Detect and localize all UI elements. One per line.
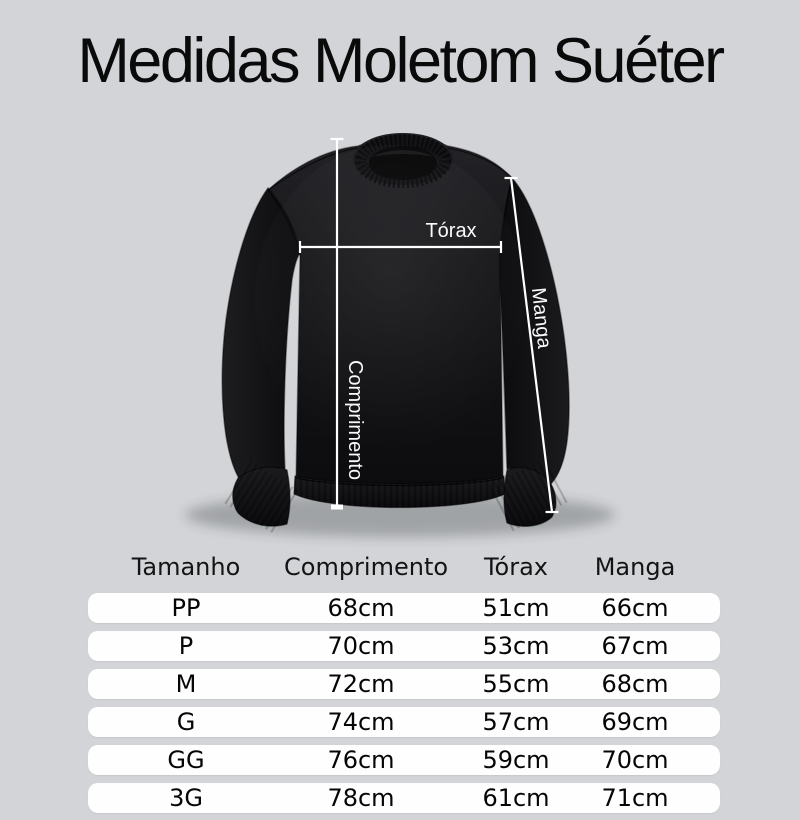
cell-torax: 59cm [482, 746, 550, 775]
size-table-rows [88, 593, 720, 813]
cell-torax: 53cm [482, 631, 550, 660]
cell-manga: 71cm [601, 784, 669, 813]
chest-measure-label: Tórax [425, 220, 477, 242]
table-row [88, 745, 720, 775]
cell-torax: 55cm [482, 669, 550, 698]
cell-size: 3G [169, 784, 203, 813]
length-measure-label: Comprimento [344, 359, 366, 481]
page-title: Medidas Moletom Suéter [77, 26, 723, 96]
column-header-comprimento: Comprimento [284, 552, 449, 581]
cell-comprimento: 78cm [327, 784, 395, 813]
cell-size: GG [167, 746, 205, 775]
size-table [88, 548, 720, 813]
cell-size: G [176, 708, 196, 737]
column-header-manga: Manga [594, 552, 676, 581]
cell-size: M [175, 669, 197, 698]
column-header-torax: Tórax [483, 552, 549, 581]
cell-size: PP [171, 593, 201, 622]
cell-manga: 66cm [601, 593, 669, 622]
cell-size: P [178, 631, 194, 660]
cell-manga: 68cm [601, 669, 669, 698]
size-table-header [88, 548, 720, 585]
table-row [88, 783, 720, 813]
chest-highlight [255, 145, 525, 455]
cell-manga: 70cm [601, 746, 669, 775]
cell-comprimento: 70cm [327, 631, 395, 660]
sleeve-measure-label: Manga [526, 286, 556, 350]
cell-torax: 57cm [482, 708, 550, 737]
cell-comprimento: 74cm [327, 708, 395, 737]
cell-torax: 61cm [482, 784, 550, 813]
cell-comprimento: 68cm [327, 593, 395, 622]
column-header-tamanho: Tamanho [131, 552, 241, 581]
table-row [88, 707, 720, 737]
cell-comprimento: 76cm [327, 746, 395, 775]
table-row [88, 593, 720, 623]
cell-manga: 69cm [601, 708, 669, 737]
cell-comprimento: 72cm [327, 669, 395, 698]
table-row [88, 669, 720, 699]
cell-manga: 67cm [601, 631, 669, 660]
table-row [88, 631, 720, 661]
cell-torax: 51cm [482, 593, 550, 622]
